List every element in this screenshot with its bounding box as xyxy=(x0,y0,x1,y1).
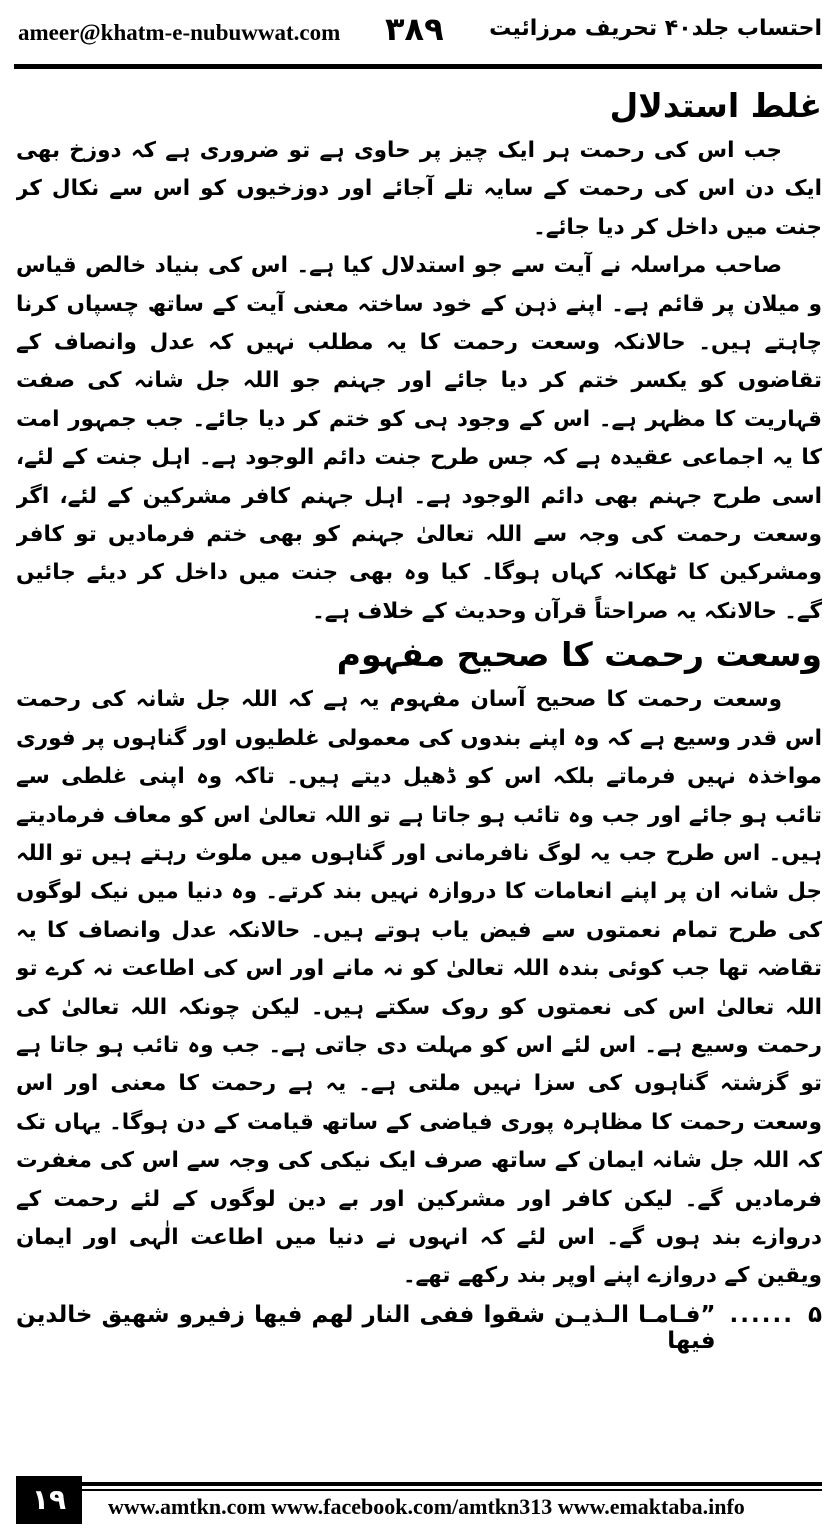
page-footer xyxy=(0,1476,840,1540)
paragraph: وسعت رحمت کا صحیح آسان مفہوم یہ ہے کہ اللہ جل شانہ کی رحمت اس قدر وسیع ہے کہ وہ اپنے بندوں کی معمولی غلطیوں اور گناہوں پر فوری مواخذہ نہیں فرماتے بلکہ اس کو ڈھیل دیتے ہیں۔ تاکہ وہ اپنی غلطی سے تائب ہو جائے اور جب وہ تائب ہو جاتا ہے تو اللہ تعالیٰ اس کو معاف فرمادیتے ہیں۔ اس طرح جب یہ لوگ نافرمانی اور گناہوں میں ملوث رہتے ہیں تو اللہ جل شانہ ان پر اپنے انعامات کا دروازہ نہیں بند کرتے۔ وہ دنیا میں نیک لوگوں کی طرح تمام نعمتوں سے فیض یاب ہوتے ہیں۔ حالانکہ عدل وانصاف کا یہ تقاضہ تھا جب کوئی بندہ اللہ تعالیٰ کو نہ مانے اور اس کی اطاعت نہ کرے تو اللہ تعالیٰ اس کی نعمتوں کو روک سکتے ہیں۔ لیکن چونکہ اللہ تعالیٰ کی رحمت وسیع ہے۔ اس لئے اس کو مہلت دی جاتی ہے۔ جب وہ تائب ہو جاتا ہے تو گزشتہ گناہوں کی سزا نہیں ملتی ہے۔ یہ ہے رحمت کا معنی اور اس وسعت رحمت کا مظاہرہ پوری فیاضی کے ساتھ قیامت کے دن ہوگا۔ یہاں تک کہ اللہ جل شانہ ایمان کے ساتھ صرف ایک نیکی کی وجہ سے اس کی مغفرت فرمادیں گے۔ لیکن کافر اور مشرکین اور بے دین لوگوں کے لئے رحمت کے دروازے بند ہوں گے۔ اس لئے کہ انہوں نے دنیا میں اطاعت الٰہی اور ایمان ویقین کے دروازے اپنے اوپر بند رکھے تھے۔ xyxy=(16,687,822,1289)
email-address: ameer@khatm-e-nubuwwat.com xyxy=(18,20,341,45)
book-title: احتساب جلد۴۰ تحریف مرزائیت xyxy=(489,16,822,41)
section-ghalat-istidlal xyxy=(16,84,822,631)
footnote-quote xyxy=(16,1302,822,1354)
section-heading: وسعت رحمت کا صحیح مفہوم xyxy=(336,635,822,675)
paragraph: جب اس کی رحمت ہر ایک چیز پر حاوی ہے تو ضروری ہے کہ دوزخ بھی ایک دن اس کی رحمت کے سایہ تلے آجائے اور دوزخیوں کو اس سے نکال کر جنت میں داخل کر دیا جائے۔ xyxy=(16,138,822,240)
footnote-number: ۵ xyxy=(807,1301,822,1328)
footer-rule xyxy=(82,1482,822,1486)
quran-quote: ”فـامـا الـذيـن شقوا ففى النار لهم فيها زفيرو شهيق خالدين فيها xyxy=(16,1301,716,1354)
section-wusat-rahmat xyxy=(16,633,822,1296)
page-content xyxy=(16,78,822,1466)
footer-websites: www.amtkn.com www.facebook.com/amtkn313 www.emaktaba.info xyxy=(108,1494,745,1519)
page-number: ۳۸۹ xyxy=(385,10,444,48)
paragraph: صاحب مراسلہ نے آیت سے جو استدلال کیا ہے۔ اس کی بنیاد خالص قیاس و میلان پر قائم ہے۔ اپنے ذہن کے خود ساختہ معنی آیت کے ساتھ چسپاں کرنا چاہتے ہیں۔ حالانکہ وسعت رحمت کا یہ مطلب نہیں کہ عدل وانصاف کے تقاضوں کو یکسر ختم کر دیا جائے اور جہنم جو اللہ جل شانہ کی صفت قہاریت کا مظہر ہے۔ اس کے وجود ہی کو ختم کر دیا جائے۔ جب جمہور امت کا یہ اجماعی عقیدہ ہے کہ جس طرح جنت دائم الوجود ہے۔ اہل جنت کے لئے، اسی طرح جہنم بھی دائم الوجود ہے۔ اہل جہنم کافر مشرکین کے لئے، اگر وسعت رحمت کی وجہ سے اللہ تعالیٰ جہنم کو بھی ختم فرمادیں تو کافر ومشرکین کا ٹھکانہ کہاں ہوگا۔ کیا وہ بھی جنت میں داخل کر دیئے جائیں گے۔ حالانکہ یہ صراحتاً قرآن وحدیث کے خلاف ہے۔ xyxy=(16,253,822,624)
section-heading: غلط استدلال xyxy=(609,86,822,125)
footer-rule-thin xyxy=(82,1489,822,1491)
footnote-dots: ...... xyxy=(729,1301,794,1328)
footer-page-box: ۱۹ xyxy=(16,1476,82,1524)
page-header xyxy=(0,0,840,66)
header-rule xyxy=(14,64,822,69)
